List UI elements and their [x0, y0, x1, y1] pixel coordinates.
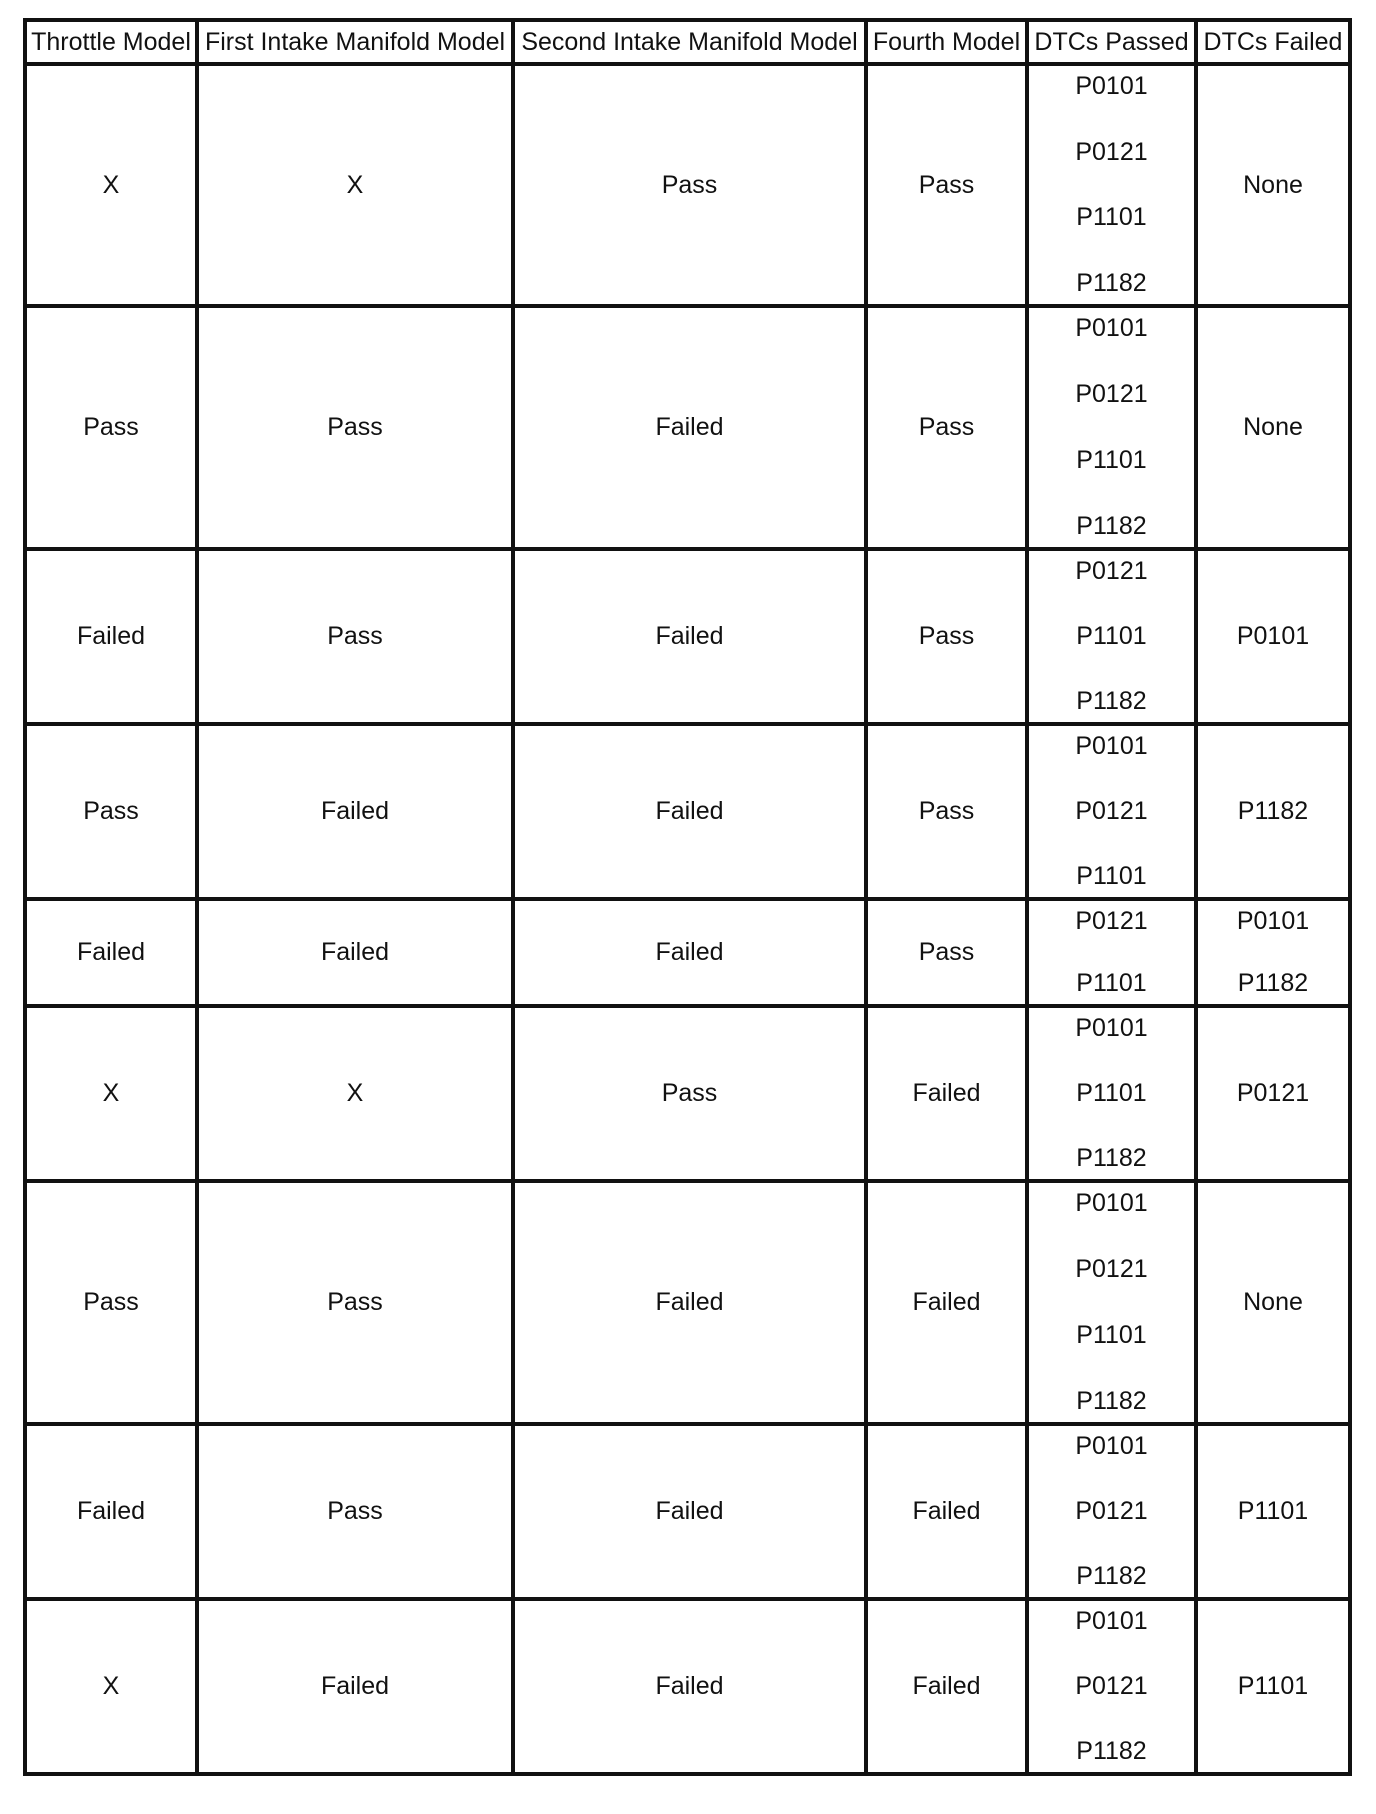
throttle-model-cell: X [25, 1599, 197, 1774]
dtc-code: P1182 [1237, 797, 1309, 825]
second-intake-manifold-cell: Failed [513, 1181, 866, 1424]
second-intake-manifold-cell: Failed [513, 899, 866, 1006]
dtc-code: P0101 [1236, 907, 1310, 935]
fourth-model-cell: Failed [866, 1006, 1027, 1181]
dtc-code: P1101 [1076, 1321, 1147, 1349]
dtc-code: P1182 [1076, 1387, 1147, 1415]
second-intake-manifold-cell: Pass [513, 1006, 866, 1181]
dtcs-failed-list [1198, 1189, 1348, 1416]
dtcs-passed-list [1029, 1014, 1194, 1173]
dtcs-passed-cell [1027, 1006, 1196, 1181]
dtc-code: P1182 [1076, 1737, 1147, 1765]
dtcs-passed-cell [1027, 64, 1196, 306]
header-first-intake-manifold-model: First Intake Manifold Model [197, 20, 513, 64]
fourth-model-cell: Failed [866, 1599, 1027, 1774]
dtc-code: P0101 [1075, 1432, 1148, 1460]
dtcs-failed-cell [1196, 1006, 1350, 1181]
table-row [25, 549, 1350, 724]
dtc-code: P0101 [1075, 1189, 1148, 1217]
dtc-code: P0121 [1075, 1497, 1148, 1525]
fourth-model-cell: Failed [866, 1181, 1027, 1424]
throttle-model-cell: Failed [25, 899, 197, 1006]
second-intake-manifold-cell: Failed [513, 1424, 866, 1599]
dtc-code: P0121 [1236, 1079, 1310, 1107]
dtc-code: P1182 [1076, 687, 1147, 715]
dtcs-passed-list [1029, 314, 1194, 541]
dtcs-failed-list [1198, 907, 1348, 998]
dtc-code: P0101 [1236, 622, 1310, 650]
table-row [25, 1599, 1350, 1774]
dtc-code: P1182 [1076, 268, 1147, 297]
dtc-code: None [1243, 413, 1303, 441]
dtcs-passed-cell [1027, 1181, 1196, 1424]
dtcs-failed-cell [1196, 899, 1350, 1006]
dtc-code: P0121 [1075, 907, 1148, 935]
dtc-code: P1101 [1076, 622, 1147, 650]
dtcs-passed-list [1029, 557, 1194, 716]
dtc-code: P1101 [1076, 203, 1147, 232]
dtcs-passed-cell [1027, 549, 1196, 724]
dtc-code: P1182 [1076, 1144, 1147, 1172]
second-intake-manifold-cell: Failed [513, 1599, 866, 1774]
header-dtcs-passed: DTCs Passed [1027, 20, 1196, 64]
header-throttle-model: Throttle Model [25, 20, 197, 64]
dtcs-failed-list [1198, 1607, 1348, 1766]
throttle-model-cell: Pass [25, 306, 197, 549]
first-intake-manifold-cell: X [197, 1006, 513, 1181]
dtc-code: P0121 [1075, 1672, 1148, 1700]
dtc-code: P1182 [1237, 969, 1309, 997]
dtc-code: P0121 [1075, 137, 1148, 166]
dtcs-failed-cell [1196, 1599, 1350, 1774]
dtcs-passed-list [1029, 1432, 1194, 1591]
dtcs-failed-cell [1196, 64, 1350, 306]
table-row [25, 64, 1350, 306]
dtc-code: P0121 [1075, 380, 1148, 408]
fourth-model-cell: Failed [866, 1424, 1027, 1599]
dtcs-failed-list [1198, 1014, 1348, 1173]
dtcs-failed-cell [1196, 724, 1350, 899]
dtcs-passed-cell [1027, 306, 1196, 549]
dtc-code: P0101 [1075, 732, 1148, 760]
dtc-code: P0121 [1075, 1255, 1148, 1283]
table-body [25, 64, 1350, 1774]
first-intake-manifold-cell: Pass [197, 1424, 513, 1599]
dtc-code: P0121 [1075, 797, 1148, 825]
table-row [25, 899, 1350, 1006]
second-intake-manifold-cell: Pass [513, 64, 866, 306]
dtc-code: P0101 [1075, 1607, 1148, 1635]
table-row [25, 1006, 1350, 1181]
throttle-model-cell: X [25, 64, 197, 306]
table-row [25, 306, 1350, 549]
dtc-code: P1182 [1076, 512, 1147, 540]
dtc-code: P0101 [1075, 72, 1148, 100]
dtcs-passed-cell [1027, 899, 1196, 1006]
dtc-code: P0121 [1075, 557, 1148, 585]
throttle-model-cell: Pass [25, 724, 197, 899]
dtcs-failed-cell [1196, 1424, 1350, 1599]
dtc-code: P1101 [1076, 446, 1147, 474]
dtc-code: None [1243, 1288, 1303, 1316]
header-fourth-model: Fourth Model [866, 20, 1027, 64]
table-header-row [25, 20, 1350, 64]
table-row [25, 724, 1350, 899]
throttle-model-cell: Failed [25, 549, 197, 724]
dtcs-failed-list [1198, 1432, 1348, 1591]
dtcs-failed-list [1198, 732, 1348, 891]
throttle-model-cell: X [25, 1006, 197, 1181]
dtc-code: P1101 [1076, 862, 1147, 890]
dtc-code: P0101 [1075, 1014, 1148, 1042]
second-intake-manifold-cell: Failed [513, 306, 866, 549]
second-intake-manifold-cell: Failed [513, 724, 866, 899]
throttle-model-cell: Pass [25, 1181, 197, 1424]
dtcs-failed-cell [1196, 549, 1350, 724]
dtcs-failed-cell [1196, 1181, 1350, 1424]
dtc-code: P1101 [1076, 1079, 1147, 1107]
first-intake-manifold-cell: Pass [197, 549, 513, 724]
dtc-code: P1101 [1237, 1672, 1309, 1700]
dtcs-passed-cell [1027, 724, 1196, 899]
fourth-model-cell: Pass [866, 306, 1027, 549]
dtcs-failed-cell [1196, 306, 1350, 549]
header-dtcs-failed: DTCs Failed [1196, 20, 1350, 64]
dtcs-failed-list [1198, 72, 1348, 298]
first-intake-manifold-cell: Failed [197, 899, 513, 1006]
table-row [25, 1424, 1350, 1599]
first-intake-manifold-cell: X [197, 64, 513, 306]
fourth-model-cell: Pass [866, 64, 1027, 306]
dtcs-passed-list [1029, 1189, 1194, 1416]
table-row [25, 1181, 1350, 1424]
dtcs-failed-list [1198, 557, 1348, 716]
second-intake-manifold-cell: Failed [513, 549, 866, 724]
dtc-code: P1101 [1237, 1497, 1309, 1525]
header-second-intake-manifold-model: Second Intake Manifold Model [513, 20, 866, 64]
dtc-code: P1182 [1076, 1562, 1147, 1590]
dtc-results-table [23, 18, 1352, 1776]
dtcs-passed-cell [1027, 1424, 1196, 1599]
dtc-code: None [1243, 170, 1303, 199]
fourth-model-cell: Pass [866, 549, 1027, 724]
dtcs-passed-list [1029, 907, 1194, 998]
dtcs-passed-cell [1027, 1599, 1196, 1774]
dtc-code: P0101 [1075, 314, 1148, 342]
fourth-model-cell: Pass [866, 899, 1027, 1006]
dtcs-failed-list [1198, 314, 1348, 541]
dtcs-passed-list [1029, 72, 1194, 298]
throttle-model-cell: Failed [25, 1424, 197, 1599]
first-intake-manifold-cell: Failed [197, 724, 513, 899]
first-intake-manifold-cell: Pass [197, 306, 513, 549]
first-intake-manifold-cell: Failed [197, 1599, 513, 1774]
dtcs-passed-list [1029, 1607, 1194, 1766]
dtc-code: P1101 [1076, 969, 1147, 997]
fourth-model-cell: Pass [866, 724, 1027, 899]
first-intake-manifold-cell: Pass [197, 1181, 513, 1424]
dtcs-passed-list [1029, 732, 1194, 891]
